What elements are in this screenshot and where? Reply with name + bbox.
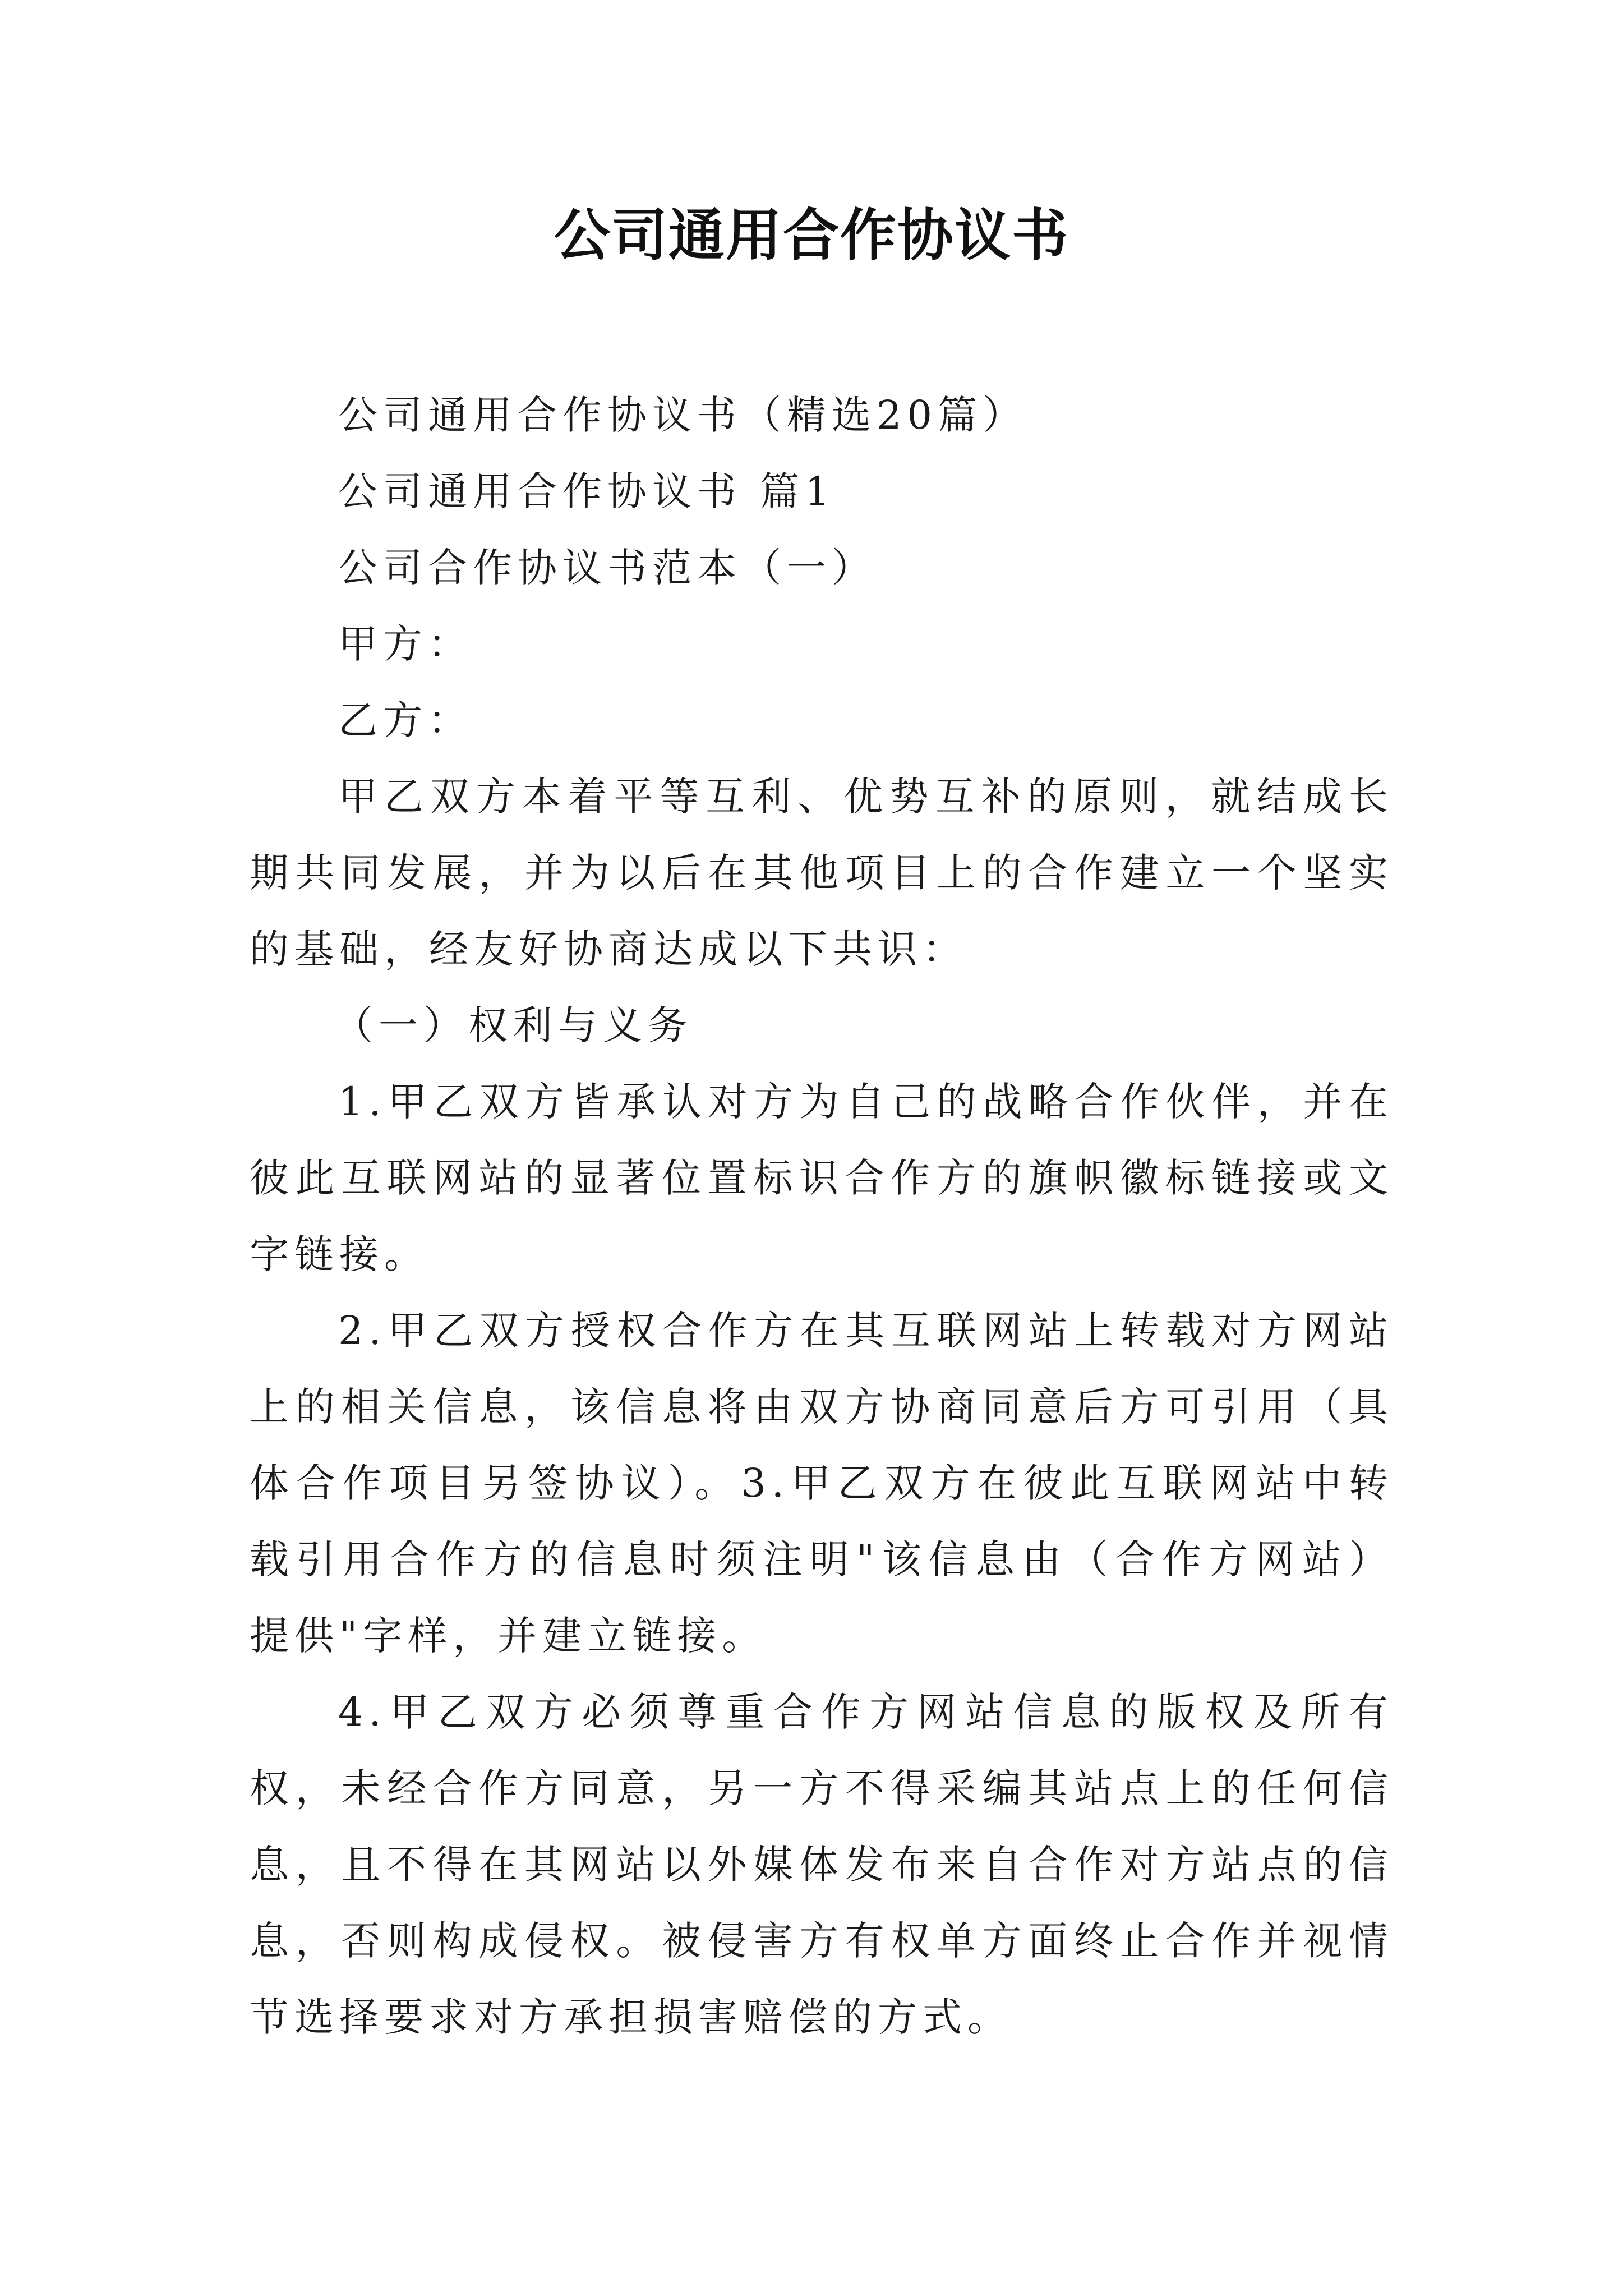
paragraph-clause-2-3: 2.甲乙双方授权合作方在其互联网站上转载对方网站上的相关信息，该信息将由双方协商同意后方可引用（具体合作项目另签协议）。3.甲乙双方在彼此互联网站中转载引用合作方的信息时须注明"该信息由（合作方网站）提供"字样，并建立链接。 bbox=[250, 1308, 1394, 1659]
paragraph-section-heading: （一）权利与义务 bbox=[334, 1002, 693, 1048]
paragraph-preamble: 甲乙双方本着平等互利、优势互补的原则，就结成长期共同发展，并为以后在其他项目上的合作建立一个坚实的基础，经友好协商达成以下共识： bbox=[250, 774, 1394, 972]
paragraph-party-a: 甲方： bbox=[338, 621, 473, 667]
paragraph-template-heading: 公司合作协议书范本（一） bbox=[338, 545, 877, 591]
paragraph-subtitle: 公司通用合作协议书（精选20篇） bbox=[338, 392, 1028, 438]
paragraph-clause-1: 1.甲乙双方皆承认对方为自己的战略合作伙伴，并在彼此互联网站的显著位置标识合作方的旗帜徽标链接或文字链接。 bbox=[250, 1079, 1394, 1277]
paragraph-clause-4: 4.甲乙双方必须尊重合作方网站信息的版权及所有权，未经合作方同意，另一方不得采编其站点上的任何信息，且不得在其网站以外媒体发布来自合作对方站点的信息，否则构成侵权。被侵害方有权单方面终止合作并视情节选择要求对方承担损害赔偿的方式。 bbox=[250, 1689, 1394, 2040]
document-title: 公司通用合作协议书 bbox=[554, 203, 1069, 268]
document-body bbox=[250, 377, 1394, 2055]
paragraph-party-b: 乙方： bbox=[338, 697, 473, 743]
paragraph-chapter-heading: 公司通用合作协议书 篇1 bbox=[338, 468, 836, 514]
